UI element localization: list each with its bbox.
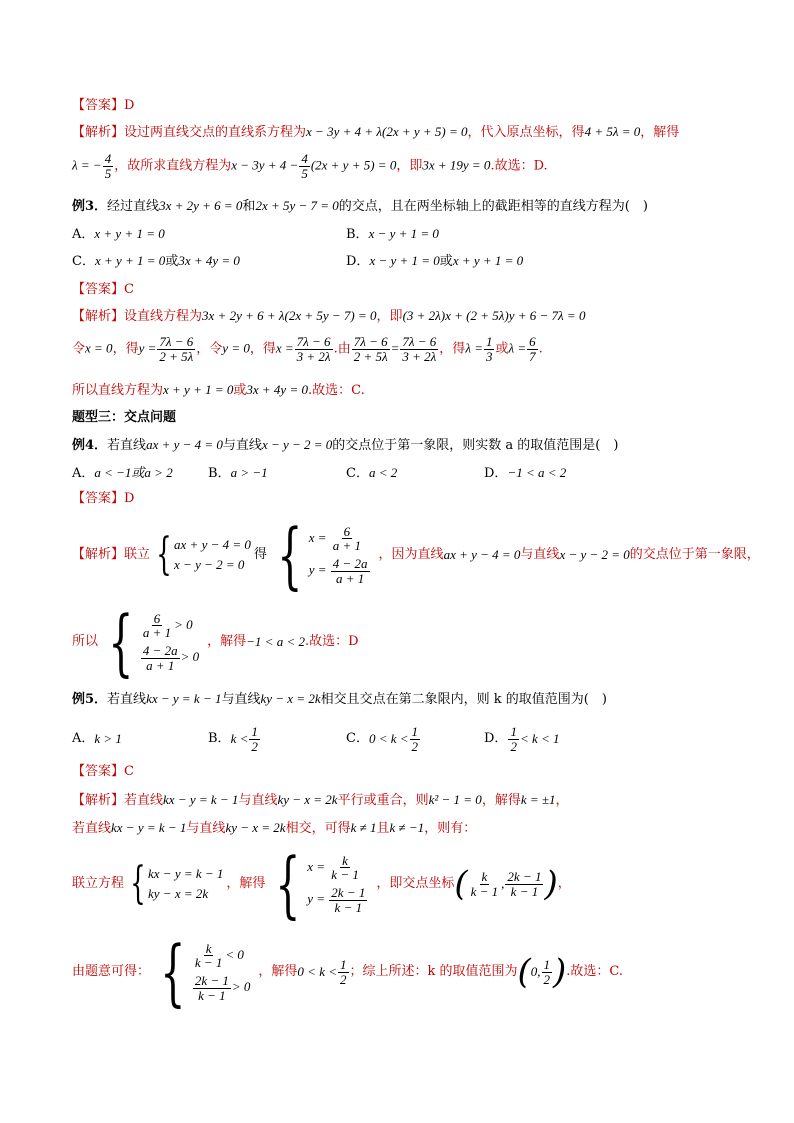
analysis-line-3b: 令x = 0，得y = $\frac{7\lambda - 6}{2 + 5\lambda}$ ，令y = 0，得x = $\frac{7\lambda - 6}{3 + 2\lambda}$ .由 $\frac{7\lambda - 6}{2 + 5\lambda}$ = $\frac{7\lambda - 6}{3 + 2\lambda}$ ，得λ = $\frac{1}{3}$ 或λ = $\frac{6}{7}$ .: [72, 334, 543, 364]
answer-line-4: 【答案】D: [72, 491, 135, 506]
answer-line-5: 【答案】C: [72, 764, 134, 779]
option-b: B．a > −1: [208, 465, 268, 481]
answer-line-3: 【答案】C: [72, 282, 134, 297]
example-4-question: 例4．若直线ax + y − 4 = 0与直线x − y − 2 = 0的交点位于第一象限，则实数 a 的取值范围是( ): [72, 437, 619, 453]
analysis-line-3c: 所以直线方程为x + y + 1 = 0或3x + 4y = 0.故选：C.: [72, 382, 365, 398]
fraction: $\frac{7\lambda - 6}{3 + 2\lambda}$: [296, 334, 331, 364]
analysis-text: ，即: [396, 158, 423, 174]
option-d: D．x − y + 1 = 0或x + y + 1 = 0: [346, 253, 524, 269]
example-5-question: 例5．若直线kx − y = k − 1与直线ky − x = 2k相交且交点在第二象限内，则 k 的取值范围为( ): [72, 691, 607, 707]
inequality-system: { $\frac{6}{a + 1}$ > 0 $\frac{4 - 2a}{a + 1}$ > 0: [108, 600, 200, 684]
option-b: B．x − y + 1 = 0: [346, 226, 439, 242]
range-interval: ( 0, $\frac{1}{2}$ ): [517, 952, 567, 992]
math-expr: x − 3y + 4 −: [231, 157, 299, 173]
option-a: A．x + y + 1 = 0: [72, 226, 165, 242]
answer-value: D: [124, 491, 135, 506]
analysis-text: .故选：D.: [490, 158, 548, 174]
math-expr: λ = −: [72, 157, 102, 173]
math-expr: 3x + 19y = 0: [422, 157, 491, 173]
answer-value: D: [124, 98, 135, 113]
fraction: $\frac{7\lambda - 6}{2 + 5\lambda}$: [159, 334, 194, 364]
section-heading: 题型三：交点问题: [72, 410, 177, 425]
fraction: $\frac{1}{3}$: [485, 334, 493, 364]
equation-system: { ax + y − 4 = 0 x − y − 2 = 0: [156, 529, 251, 580]
solution-system: { x = $\frac{6}{a + 1}$ y = $\frac{4 - 2a}{a + 1}$: [277, 513, 368, 597]
answer-tag: 【答案】: [72, 98, 125, 113]
analysis-text: ，代入原点坐标，得: [467, 125, 585, 140]
fraction: $\frac{4}{5}$: [104, 151, 112, 181]
option-b: B． k < $\frac{1}{2}$: [208, 723, 258, 754]
option-a: A． k > 1: [72, 731, 122, 746]
analysis-line-5d: 由题意可得： { $\frac{k}{k - 1}$ < 0 $\frac{2k - 1}{k - 1}$ > 0 ，解得 0 < k < $\frac{1}{2}$ ；综上所述：k 的取值范围为 ( 0, $\frac{1}{2}$ ) .故选：C.: [72, 930, 624, 1014]
example-label: 例4．: [72, 438, 108, 453]
solution-system: { x = $\frac{k}{k - 1}$ y = $\frac{2k - 1}{k - 1}$: [275, 842, 366, 926]
math-expr: x − 3y + 4 + λ(2x + y + 5) = 0: [306, 124, 468, 139]
analysis-tag: 【解析】: [72, 125, 125, 140]
option-d: D．−1 < a < 2: [484, 465, 567, 481]
answer-value: C: [124, 282, 134, 297]
analysis-line-5a: 【解析】若直线kx − y = k − 1与直线ky − x = 2k平行或重合，则k² − 1 = 0，解得k = ±1，: [72, 792, 569, 808]
analysis-line-1a: [72, 123, 679, 142]
option-d: D． $\frac{1}{2}$ < k < 1: [484, 723, 560, 754]
fraction: $\frac{6}{7}$: [529, 334, 536, 364]
example-3-question: 例3．经过直线3x + 2y + 6 = 0和2x + 5y − 7 = 0的交点，且在两坐标轴上的截距相等的直线方程为( ): [72, 198, 648, 214]
intersection-point: ( $\frac{k}{k - 1}$ , $\frac{2k - 1}{k - 1}$ ): [454, 864, 558, 904]
fraction: $\frac{4}{5}$: [301, 151, 308, 181]
equation-system: { kx − y = k − 1 ky − x = 2k: [130, 858, 224, 909]
analysis-line-5c: 联立方程 { kx − y = k − 1 ky − x = 2k ，解得 { x = $\frac{k}{k - 1}$ y = $\frac{2k - 1}{k - 1}$ ，即交点坐标 ( $\frac{k}{k - 1}$ , $\frac{2k - 1}{k - 1}$ ) ，: [72, 842, 571, 926]
example-label: 例5．: [72, 692, 108, 707]
example-label: 例3．: [72, 199, 108, 214]
option-c: C． 0 < k < $\frac{1}{2}$: [346, 723, 419, 754]
option-a: A．a < −1或a > 2: [72, 465, 173, 481]
fraction: $\frac{7\lambda - 6}{2 + 5\lambda}$: [353, 334, 388, 364]
inequality-system: { $\frac{k}{k - 1}$ < 0 $\frac{2k - 1}{k - 1}$ > 0: [160, 930, 251, 1014]
analysis-line-4b: 所以 { $\frac{6}{a + 1}$ > 0 $\frac{4 - 2a}{a + 1}$ > 0 ，解得 −1 < a < 2 .故选：D: [72, 600, 359, 684]
analysis-line-4a: 【解析】 联立 { ax + y − 4 = 0 x − y − 2 = 0 得 { x = $\frac{6}{a + 1}$ y = $\frac{4 - 2a}{a + 1}$ ，因为直线 ax + y − 4 = 0 与直线 x − y − 2 = 0 的交点位于第一象限，: [72, 513, 760, 597]
analysis-text: ，故所求直线方程为: [114, 158, 232, 174]
math-expr: 4 + 5λ = 0: [584, 124, 641, 139]
math-expr: (2x + y + 5) = 0: [310, 157, 397, 173]
analysis-line-1b: [72, 152, 548, 180]
analysis-line-3a: 【解析】设直线方程为3x + 2y + 6 + λ(2x + 5y − 7) = 0，即(3 + 2λ)x + (2 + 5λ)y + 6 − 7λ = 0: [72, 308, 586, 324]
analysis-text: ，解得: [640, 125, 680, 140]
answer-line-1: [72, 97, 134, 115]
fraction: $\frac{7\lambda - 6}{3 + 2\lambda}$: [402, 334, 437, 364]
analysis-text: 设过两直线交点的直线系方程为: [124, 125, 307, 140]
answer-value: C: [124, 764, 134, 779]
analysis-line-5b: 若直线kx − y = k − 1与直线ky − x = 2k相交，可得k ≠ 1且k ≠ −1，则有：: [72, 820, 477, 836]
option-c: C．a < 2: [346, 465, 398, 481]
option-c: C．x + y + 1 = 0或3x + 4y = 0: [72, 253, 240, 269]
